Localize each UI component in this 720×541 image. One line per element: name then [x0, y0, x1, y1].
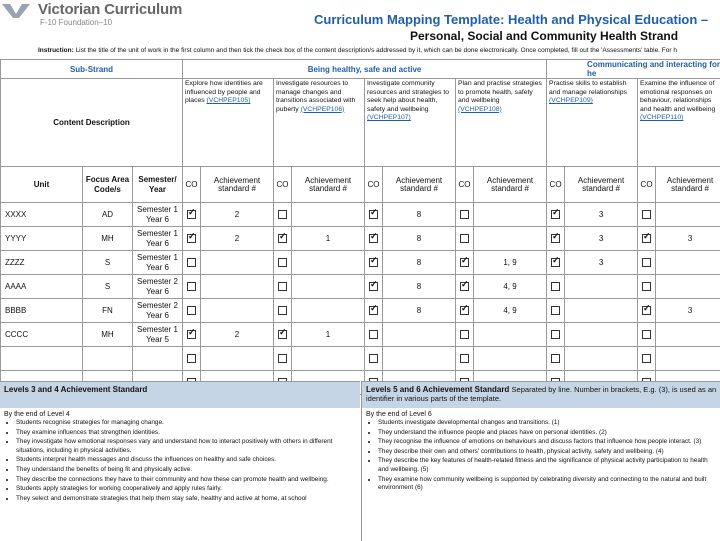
- content-checkbox[interactable]: [278, 330, 287, 339]
- content-checkbox[interactable]: [642, 330, 651, 339]
- page-title: Curriculum Mapping Template: Health and Physical Education –: [314, 12, 708, 27]
- list-item: • They describe their own and others' contributions to health, physical activity, safety and wellbeing. (4): [378, 448, 717, 457]
- logo-chevron-icon: [2, 2, 36, 18]
- content-checkbox[interactable]: [551, 354, 560, 363]
- content-checkbox[interactable]: [551, 282, 560, 291]
- levels-5-6-panel: [361, 381, 720, 541]
- semester-text: Semester 1: [133, 253, 182, 263]
- mapping-table: [0, 59, 720, 395]
- list-item: • They understand the influence people and places have on personal identities. (2): [378, 429, 717, 438]
- cd-code-3[interactable]: (VCHPEP107): [367, 114, 411, 121]
- col-achievement-1: Achievement standard #: [201, 167, 274, 203]
- co-cell: [547, 323, 565, 347]
- levels-3-4-panel: [0, 381, 360, 541]
- logo-subtitle: F-10 Foundation–10: [40, 18, 112, 27]
- achievement-cell[interactable]: 4, 9: [474, 275, 547, 299]
- content-checkbox[interactable]: [642, 282, 651, 291]
- table-row: [1, 203, 720, 227]
- instruction-body: List the title of the unit of work in the first column and then tick the check box of the content description/s addressed by it, which can be done electronically. Once completed, fill out the 'Assessments' table. For h: [76, 47, 677, 54]
- content-checkbox[interactable]: [187, 354, 196, 363]
- co-cell: [547, 203, 565, 227]
- content-description-3: Investigate community resources and strategies to seek help about health, safety and wellbeing (VCHPEP107): [365, 79, 456, 167]
- achievement-cell[interactable]: 8: [383, 227, 456, 251]
- col-co-6: CO: [638, 167, 656, 203]
- content-checkbox[interactable]: [187, 258, 196, 267]
- co-cell: [365, 299, 383, 323]
- content-checkbox[interactable]: [278, 210, 287, 219]
- substrand-row: [1, 60, 720, 79]
- co-cell: [274, 227, 292, 251]
- co-cell: [638, 299, 656, 323]
- year-text: Year 6: [133, 311, 182, 321]
- content-checkbox[interactable]: [460, 306, 469, 315]
- content-description-1: Explore how identities are influenced by people and places (VCHPEP105): [183, 79, 274, 167]
- co-cell: [638, 203, 656, 227]
- page-subtitle: Personal, Social and Community Health Strand: [410, 29, 678, 43]
- content-checkbox[interactable]: [369, 234, 378, 243]
- achievement-cell[interactable]: [656, 275, 720, 299]
- co-cell: [274, 323, 292, 347]
- achievement-cell[interactable]: [656, 323, 720, 347]
- content-checkbox[interactable]: [551, 234, 560, 243]
- col-co-4: CO: [456, 167, 474, 203]
- co-cell: [183, 299, 201, 323]
- co-cell: [274, 275, 292, 299]
- achievement-cell[interactable]: 8: [383, 275, 456, 299]
- content-checkbox[interactable]: [187, 210, 196, 219]
- cd-code-4[interactable]: (VCHPEP108): [458, 106, 502, 113]
- levels-5-6-header: [362, 382, 720, 408]
- co-cell: [547, 251, 565, 275]
- co-cell: [183, 323, 201, 347]
- co-cell: [638, 227, 656, 251]
- unit-cell[interactable]: [1, 347, 83, 371]
- col-achievement-4: Achievement standard #: [474, 167, 547, 203]
- content-checkbox[interactable]: [278, 306, 287, 315]
- semester-cell[interactable]: [133, 323, 183, 347]
- achievement-cell[interactable]: 3: [565, 251, 638, 275]
- co-cell: [365, 323, 383, 347]
- semester-cell[interactable]: [133, 299, 183, 323]
- semester-text: Semester 2: [133, 301, 182, 311]
- content-checkbox[interactable]: [551, 306, 560, 315]
- achievement-cell[interactable]: 1, 9: [474, 251, 547, 275]
- list-item: • They recognise the influence of emotions on behaviours and discuss factors that influence how people interact. (3): [378, 438, 717, 447]
- list-item: • They understand the benefits of being fit and physically active.: [16, 466, 356, 475]
- achievement-cell[interactable]: 2: [201, 203, 274, 227]
- co-cell: [274, 203, 292, 227]
- year-text: Year 6: [133, 215, 182, 225]
- logo-name: Victorian Curriculum: [38, 1, 182, 18]
- co-cell: [456, 347, 474, 371]
- content-checkbox[interactable]: [642, 210, 651, 219]
- achievement-cell[interactable]: 3: [565, 227, 638, 251]
- achievement-cell[interactable]: 2: [201, 323, 274, 347]
- semester-text: Semester 1: [133, 205, 182, 215]
- achievement-cell[interactable]: 3: [656, 299, 720, 323]
- table-body: [1, 203, 720, 395]
- levels-5-6-points: [362, 419, 720, 493]
- unit-cell[interactable]: ZZZZ: [1, 251, 83, 275]
- co-cell: [456, 299, 474, 323]
- co-cell: [456, 323, 474, 347]
- achievement-cell[interactable]: 8: [383, 299, 456, 323]
- focus-area-cell[interactable]: FN: [83, 299, 133, 323]
- content-checkbox[interactable]: [460, 258, 469, 267]
- col-co-1: CO: [183, 167, 201, 203]
- co-cell: [365, 251, 383, 275]
- co-cell: [456, 275, 474, 299]
- co-cell: [183, 203, 201, 227]
- content-description-6: Examine the influence of emotional responses on behaviour, relationships and health and wellbeing (VCHPEP110): [638, 79, 720, 167]
- achievement-cell[interactable]: [292, 203, 365, 227]
- col-co-2: CO: [274, 167, 292, 203]
- unit-cell[interactable]: AAAA: [1, 275, 83, 299]
- focus-area-cell[interactable]: AD: [83, 203, 133, 227]
- achievement-cell[interactable]: [201, 251, 274, 275]
- cd-code-5[interactable]: (VCHPEP109): [549, 97, 593, 104]
- year-text: Year 6: [133, 239, 182, 249]
- list-item: • They describe the connections they have to their community and how these can promote health and wellbeing.: [16, 476, 356, 485]
- focus-area-cell[interactable]: S: [83, 275, 133, 299]
- content-description-2: Investigate resources to manage changes and transitions associated with puberty (VCHPEP106): [274, 79, 365, 167]
- co-cell: [274, 251, 292, 275]
- content-checkbox[interactable]: [369, 330, 378, 339]
- instruction-text: [38, 47, 720, 54]
- co-cell: [183, 251, 201, 275]
- co-cell: [547, 347, 565, 371]
- levels-5-6-title: Levels 5 and 6 Achievement Standard: [366, 385, 509, 394]
- achievement-cell[interactable]: [656, 203, 720, 227]
- cd-code-1[interactable]: (VCHPEP105): [207, 97, 251, 104]
- col-achievement-6: Achievement standard #: [656, 167, 720, 203]
- achievement-cell[interactable]: [474, 347, 547, 371]
- achievement-cell[interactable]: 4, 9: [474, 299, 547, 323]
- achievement-cell[interactable]: [292, 251, 365, 275]
- list-item: • Students interpret health messages and discuss the influences on healthy and safe choices.: [16, 456, 356, 465]
- achievement-cell[interactable]: 8: [383, 251, 456, 275]
- achievement-cell[interactable]: [474, 227, 547, 251]
- semester-text: Semester 1: [133, 325, 182, 335]
- col-achievement-3: Achievement standard #: [383, 167, 456, 203]
- col-semester-year: Semester/ Year: [133, 167, 183, 203]
- achievement-cell[interactable]: [292, 275, 365, 299]
- year-text: Year 6: [133, 287, 182, 297]
- content-checkbox[interactable]: [642, 258, 651, 267]
- table-row: [1, 299, 720, 323]
- semester-cell[interactable]: [133, 347, 183, 371]
- column-header-row: [1, 167, 720, 203]
- achievement-cell[interactable]: 3: [656, 227, 720, 251]
- achievement-cell[interactable]: [292, 299, 365, 323]
- achievement-cell[interactable]: 3: [565, 203, 638, 227]
- content-checkbox[interactable]: [369, 306, 378, 315]
- achievement-cell[interactable]: [201, 299, 274, 323]
- content-checkbox[interactable]: [278, 354, 287, 363]
- list-item: • They select and demonstrate strategies that help them stay safe, healthy and active at home, at school: [16, 495, 356, 504]
- unit-cell[interactable]: CCCC: [1, 323, 83, 347]
- col-achievement-2: Achievement standard #: [292, 167, 365, 203]
- content-checkbox[interactable]: [369, 354, 378, 363]
- content-description-row: [1, 79, 720, 167]
- focus-area-cell[interactable]: MH: [83, 323, 133, 347]
- co-cell: [547, 227, 565, 251]
- levels-5-6-by-end: By the end of Level 6: [362, 408, 720, 419]
- instruction-label: Instruction:: [38, 47, 74, 54]
- substrand-label: Sub-Strand: [1, 60, 183, 79]
- list-item: • They describe the key features of health-related fitness and the significance of physical activity participation to health and wellbeing. (5): [378, 457, 717, 474]
- semester-text: Semester 2: [133, 277, 182, 287]
- achievement-cell[interactable]: [565, 275, 638, 299]
- achievement-cell[interactable]: [383, 347, 456, 371]
- achievement-cell[interactable]: [565, 347, 638, 371]
- list-item: • They examine influences that strengthen identities.: [16, 429, 356, 438]
- list-item: • They investigate how emotional responses vary and understand how to interact positively with others in different situations, including in physical activities.: [16, 438, 356, 455]
- content-description-5: Practise skills to establish and manage relationships (VCHPEP109): [547, 79, 638, 167]
- table-row: [1, 347, 720, 371]
- victorian-curriculum-logo: [0, 0, 220, 32]
- content-checkbox[interactable]: [187, 282, 196, 291]
- content-checkbox[interactable]: [460, 234, 469, 243]
- co-cell: [365, 203, 383, 227]
- list-item: • Students apply strategies for working cooperatively and apply rules fairly.: [16, 485, 356, 494]
- substrand-communicating: Communicating and interacting for he: [547, 60, 720, 79]
- content-checkbox[interactable]: [460, 282, 469, 291]
- content-checkbox[interactable]: [369, 258, 378, 267]
- content-checkbox[interactable]: [551, 330, 560, 339]
- semester-cell[interactable]: [133, 251, 183, 275]
- substrand-being-healthy: Being healthy, safe and active: [183, 60, 547, 79]
- content-checkbox[interactable]: [642, 306, 651, 315]
- unit-cell[interactable]: YYYY: [1, 227, 83, 251]
- unit-cell[interactable]: BBBB: [1, 299, 83, 323]
- co-cell: [365, 275, 383, 299]
- co-cell: [274, 299, 292, 323]
- content-checkbox[interactable]: [187, 306, 196, 315]
- content-checkbox[interactable]: [551, 258, 560, 267]
- co-cell: [638, 347, 656, 371]
- list-item: • They examine how community wellbeing is supported by celebrating diversity and connecting to the natural and built environment (6): [378, 476, 717, 493]
- achievement-cell[interactable]: [383, 323, 456, 347]
- focus-area-cell[interactable]: [83, 347, 133, 371]
- list-item: • Students investigate developmental changes and transitions. (1): [378, 419, 717, 428]
- co-cell: [365, 347, 383, 371]
- content-description-4: Plan and practise strategies to promote health, safety and wellbeing (VCHPEP108): [456, 79, 547, 167]
- content-checkbox[interactable]: [642, 234, 651, 243]
- list-item: • Students recognise strategies for managing change.: [16, 419, 356, 428]
- co-cell: [183, 227, 201, 251]
- content-checkbox[interactable]: [642, 354, 651, 363]
- content-description-label: Content Description: [1, 79, 183, 167]
- content-checkbox[interactable]: [369, 282, 378, 291]
- content-checkbox[interactable]: [369, 210, 378, 219]
- achievement-cell[interactable]: [201, 275, 274, 299]
- content-checkbox[interactable]: [460, 354, 469, 363]
- focus-area-cell[interactable]: S: [83, 251, 133, 275]
- co-cell: [365, 227, 383, 251]
- achievement-cell[interactable]: 1: [292, 323, 365, 347]
- co-cell: [183, 347, 201, 371]
- year-text: Year 5: [133, 335, 182, 345]
- co-cell: [183, 275, 201, 299]
- achievement-cell[interactable]: [474, 203, 547, 227]
- content-checkbox[interactable]: [278, 234, 287, 243]
- unit-cell[interactable]: XXXX: [1, 203, 83, 227]
- content-checkbox[interactable]: [278, 282, 287, 291]
- col-unit: Unit: [1, 167, 83, 203]
- levels-3-4-title: Levels 3 and 4 Achievement Standard: [0, 382, 360, 408]
- levels-5-6-note: Separated by line. Number in brackets, E.g. (3), is used as an identifier in various parts of the template.: [366, 385, 716, 403]
- co-cell: [547, 299, 565, 323]
- levels-3-4-by-end: By the end of Level 4: [0, 408, 360, 419]
- achievement-cell[interactable]: 1: [292, 227, 365, 251]
- content-checkbox[interactable]: [187, 234, 196, 243]
- content-checkbox[interactable]: [460, 210, 469, 219]
- focus-area-cell[interactable]: MH: [83, 227, 133, 251]
- co-cell: [638, 251, 656, 275]
- table-row: [1, 251, 720, 275]
- co-cell: [638, 275, 656, 299]
- semester-cell[interactable]: [133, 275, 183, 299]
- co-cell: [456, 251, 474, 275]
- content-checkbox[interactable]: [460, 330, 469, 339]
- achievement-cell[interactable]: [656, 347, 720, 371]
- achievement-cell[interactable]: [565, 299, 638, 323]
- semester-text: Semester 1: [133, 229, 182, 239]
- content-checkbox[interactable]: [278, 258, 287, 267]
- achievement-cell[interactable]: [201, 347, 274, 371]
- levels-3-4-points: [0, 419, 360, 503]
- col-focus-area: Focus Area Code/s: [83, 167, 133, 203]
- cd-code-2[interactable]: (VCHPEP106): [301, 106, 345, 113]
- table-row: [1, 323, 720, 347]
- co-cell: [274, 347, 292, 371]
- co-cell: [547, 275, 565, 299]
- semester-cell[interactable]: [133, 203, 183, 227]
- col-achievement-5: Achievement standard #: [565, 167, 638, 203]
- table-row: [1, 275, 720, 299]
- co-cell: [456, 203, 474, 227]
- co-cell: [638, 323, 656, 347]
- table-row: [1, 227, 720, 251]
- achievement-cell[interactable]: [656, 251, 720, 275]
- col-co-3: CO: [365, 167, 383, 203]
- semester-cell[interactable]: [133, 227, 183, 251]
- achievement-cell[interactable]: 2: [201, 227, 274, 251]
- content-checkbox[interactable]: [187, 330, 196, 339]
- col-co-5: CO: [547, 167, 565, 203]
- achievement-cell[interactable]: 8: [383, 203, 456, 227]
- co-cell: [456, 227, 474, 251]
- content-checkbox[interactable]: [551, 210, 560, 219]
- cd-code-6[interactable]: (VCHPEP110): [640, 114, 683, 121]
- achievement-cell[interactable]: [292, 347, 365, 371]
- achievement-cell[interactable]: [474, 323, 547, 347]
- year-text: Year 6: [133, 263, 182, 273]
- achievement-cell[interactable]: [565, 323, 638, 347]
